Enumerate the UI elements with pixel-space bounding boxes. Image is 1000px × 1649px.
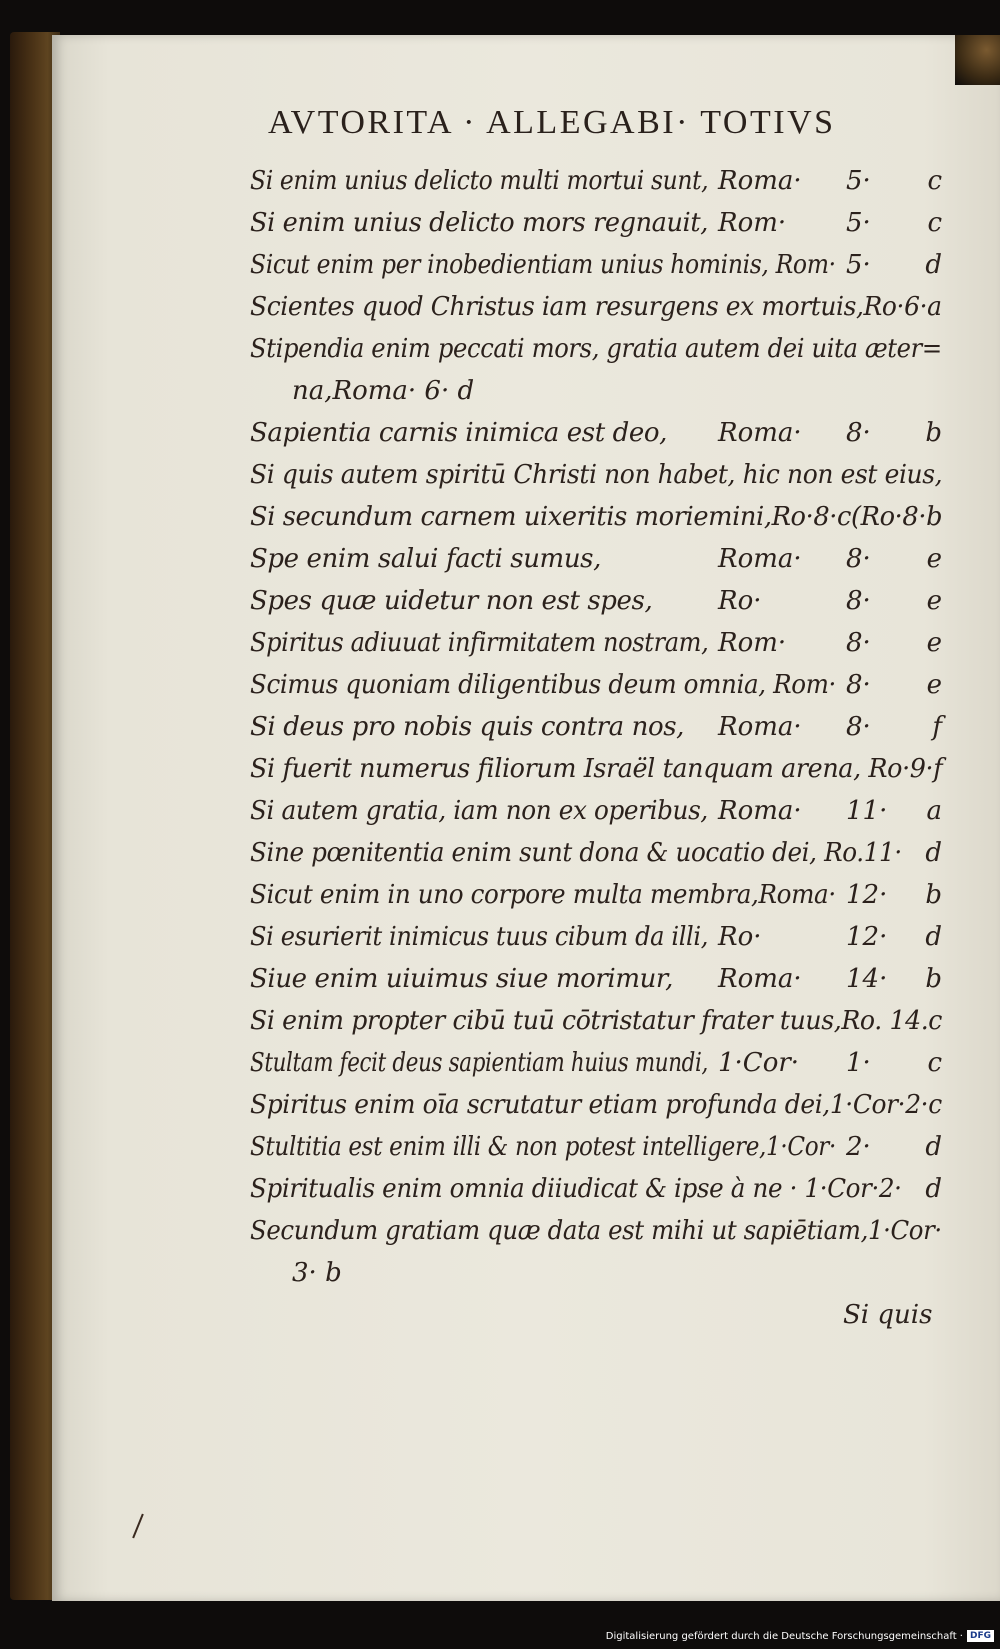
entry-chapter: 8· (846, 586, 871, 616)
entry-section: d (925, 250, 942, 280)
entry-section: e (926, 670, 942, 700)
entry-text: Spe enim salui facti sumus, (250, 544, 601, 574)
entry-text: Sine pœnitentia enim sunt dona & uocatio dei, Ro.11· (250, 838, 902, 868)
index-entry (250, 706, 942, 748)
entry-book-ref: Roma· (718, 544, 802, 574)
entry-section: c (927, 166, 942, 196)
entry-section: d (925, 1132, 942, 1162)
entry-text: Stultitia est enim illi & non potest intelligere,1·Cor· (250, 1132, 836, 1162)
entry-book-ref: Ro· (718, 586, 762, 616)
entry-book-ref: Roma· (718, 418, 802, 448)
entry-section: a (926, 796, 942, 826)
index-entry (250, 496, 942, 538)
entry-text: Si secundum carnem uixeritis moriemini,Ro·8·c(Ro·8·b (250, 502, 943, 532)
entry-chapter: 8· (846, 628, 871, 658)
entry-chapter: 8· (846, 670, 871, 700)
entry-book-ref: 1·Cor· (718, 1048, 800, 1078)
page-corner-shadow (955, 35, 1000, 85)
index-entry (250, 538, 942, 580)
entry-section: c (927, 208, 942, 238)
entry-text: Spes quæ uidetur non est spes, (250, 586, 653, 616)
entry-section: e (926, 628, 942, 658)
entry-text: 3· b (292, 1258, 342, 1288)
index-entry (250, 1042, 942, 1084)
entry-text: na,Roma· 6· d (292, 376, 475, 406)
footer-text: Digitalisierung gefördert durch die Deutsche Forschungsgemeinschaft · (605, 1630, 963, 1642)
index-entry (250, 370, 942, 412)
index-entry (250, 832, 942, 874)
dfg-logo-icon: DFG (967, 1630, 994, 1642)
entry-section: d (925, 922, 942, 952)
entry-section: e (926, 544, 942, 574)
entry-text: Stultam fecit deus sapientiam huius mundi, (250, 1048, 709, 1078)
index-entry (250, 244, 942, 286)
entry-text: Si fuerit numerus filiorum Israël tanquam arena, Ro·9·f (250, 754, 943, 784)
entry-section: e (926, 586, 942, 616)
entry-section: b (925, 880, 942, 910)
entry-text: Si enim propter cibū tuū cōtristatur frater tuus,Ro. 14.c (250, 1006, 943, 1036)
index-entry (250, 1000, 942, 1042)
index-entry (250, 1084, 942, 1126)
entry-book-ref: Rom· (718, 628, 787, 658)
entry-chapter: 8· (846, 544, 871, 574)
entry-chapter: 2· (846, 1132, 871, 1162)
index-entry (250, 1126, 942, 1168)
index-entry (250, 790, 942, 832)
entry-chapter: 5· (846, 166, 871, 196)
entry-chapter: 12· (846, 880, 888, 910)
entry-text: Si esurierit inimicus tuus cibum da illi, (250, 922, 708, 952)
entry-text: Spiritus adiuuat infirmitatem nostram, (250, 628, 709, 658)
index-entry (250, 958, 942, 1000)
entry-book-ref: Roma· (718, 964, 802, 994)
entry-text: Si autem gratia, iam non ex operibus, (250, 796, 708, 826)
entry-text: Sicut enim per inobedientiam unius hominis, Rom· (250, 250, 836, 280)
running-header: AVTORITA · ALLEGABI· TOTIVS (268, 104, 836, 141)
index-entry (250, 664, 942, 706)
index-entry (250, 622, 942, 664)
entry-section: b (925, 964, 942, 994)
index-entry (250, 1252, 942, 1294)
entry-text: Si enim unius delicto mors regnauit, (250, 208, 708, 238)
entry-book-ref: Roma· (718, 712, 802, 742)
entry-chapter: 12· (846, 922, 888, 952)
index-entries (250, 160, 942, 1294)
entry-book-ref: Ro· (718, 922, 762, 952)
entry-section: c (927, 1048, 942, 1078)
index-entry (250, 454, 942, 496)
entry-text: Scientes quod Christus iam resurgens ex mortuis,Ro·6·a (250, 292, 942, 322)
entry-chapter: 5· (846, 208, 871, 238)
entry-chapter: 14· (846, 964, 888, 994)
digitization-footer (606, 1625, 994, 1647)
index-entry (250, 412, 942, 454)
entry-book-ref: Roma· (718, 166, 802, 196)
index-entry (250, 916, 942, 958)
index-entry (250, 748, 942, 790)
entry-text: Sapientia carnis inimica est deo, (250, 418, 667, 448)
index-entry (250, 328, 942, 370)
entry-chapter: 1· (846, 1048, 871, 1078)
index-entry (250, 1168, 942, 1210)
entry-text: Si quis autem spiritū Christi non habet, hic non est eius, (250, 460, 943, 490)
entry-section: f (932, 712, 942, 742)
entry-text: Scimus quoniam diligentibus deum omnia, Rom· (250, 670, 836, 700)
entry-text: Sicut enim in uno corpore multa membra,Roma· (250, 880, 836, 910)
entry-section: d (925, 1174, 942, 1204)
entry-chapter: 8· (846, 712, 871, 742)
entry-text: Si enim unius delicto multi mortui sunt, (250, 166, 709, 196)
entry-chapter: 11· (846, 796, 888, 826)
entry-text: Spiritualis enim omnia diiudicat & ipse à ne · 1·Cor·2· (250, 1174, 902, 1204)
index-entry (250, 160, 942, 202)
entry-text: Stipendia enim peccati mors, gratia autem dei uita æter= (250, 334, 942, 364)
index-entry (250, 1210, 942, 1252)
entry-text: Secundum gratiam quæ data est mihi ut sapiētiam,1·Cor· (250, 1216, 942, 1246)
catchword: Si quis (843, 1300, 933, 1330)
entry-text: Spiritus enim oīa scrutatur etiam profunda dei,1·Cor·2·c (250, 1090, 942, 1120)
index-entry (250, 202, 942, 244)
entry-book-ref: Rom· (718, 208, 787, 238)
index-entry (250, 580, 942, 622)
entry-book-ref: Roma· (718, 796, 802, 826)
entry-chapter: 5· (846, 250, 871, 280)
index-entry (250, 286, 942, 328)
entry-chapter: 8· (846, 418, 871, 448)
entry-section: d (925, 838, 942, 868)
index-entry (250, 874, 942, 916)
entry-section: b (925, 418, 942, 448)
entry-text: Si deus pro nobis quis contra nos, (250, 712, 685, 742)
entry-text: Siue enim uiuimus siue morimur, (250, 964, 673, 994)
